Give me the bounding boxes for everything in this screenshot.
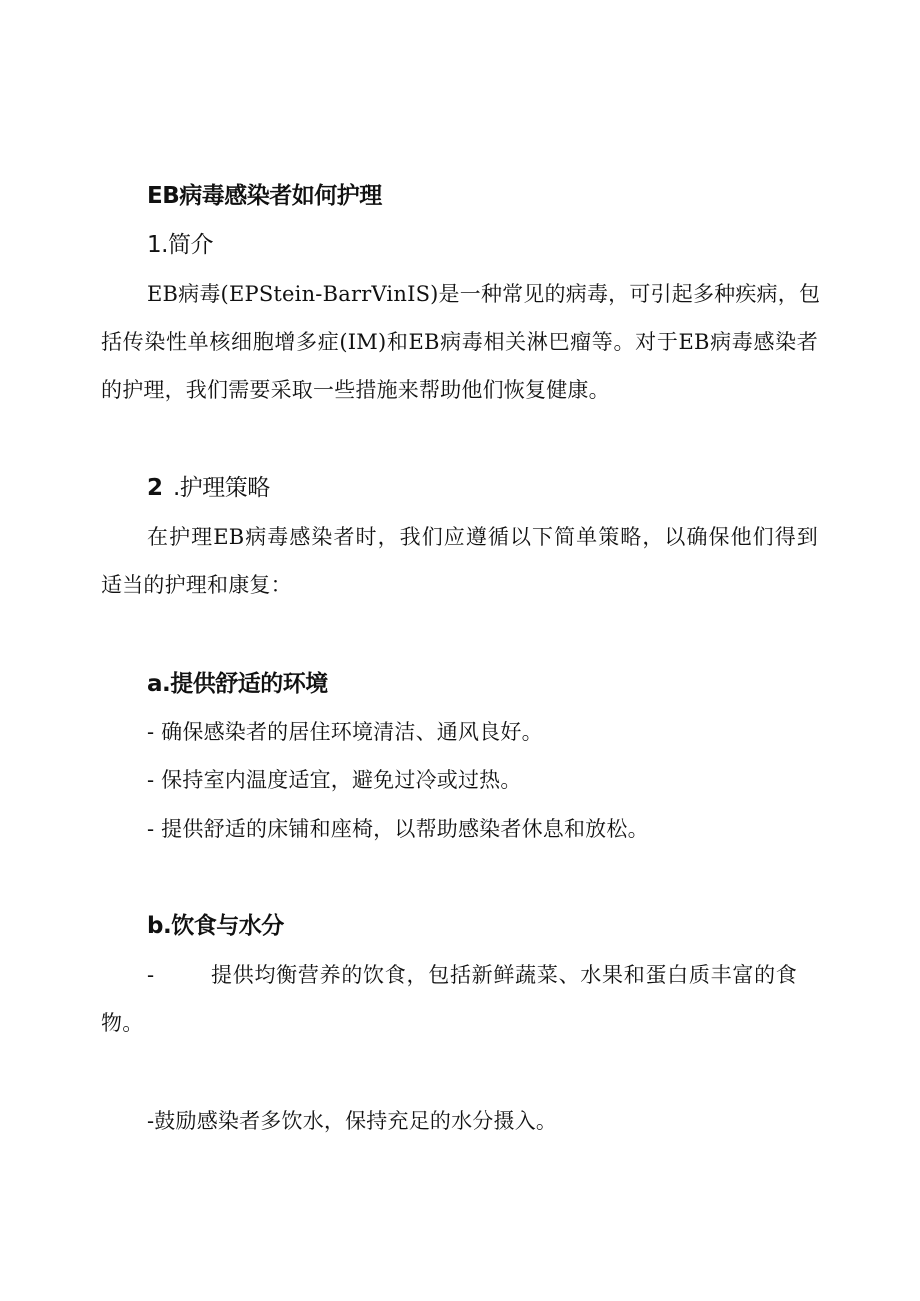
- paragraph-line: EB病毒(EPStein-BarrVinIS)是一种常见的病毒，可引起多种疾病，包: [147, 282, 821, 306]
- list-item: - 确保感染者的居住环境清洁、通风良好。: [147, 720, 543, 744]
- list-item: - 提供舒适的床铺和座椅，以帮助感染者休息和放松。: [147, 817, 649, 841]
- list-item: -鼓励感染者多饮水，保持充足的水分摄入。: [147, 1109, 558, 1133]
- document-title: EB病毒感染者如何护理: [147, 183, 382, 209]
- subsection-heading-diet: b.饮食与水分: [147, 913, 284, 939]
- list-item: - 保持室内温度适宜，避免过冷或过热。: [147, 768, 522, 792]
- subsection-heading-environment: a.提供舒适的环境: [147, 671, 328, 697]
- paragraph-line: 的护理，我们需要采取一些措施来帮助他们恢复健康。: [101, 378, 610, 402]
- paragraph-line: 适当的护理和康复：: [101, 573, 292, 597]
- section-heading-number: 2: [147, 475, 163, 501]
- list-item-continuation: 物。: [101, 1011, 144, 1035]
- list-item: 提供均衡营养的饮食，包括新鲜蔬菜、水果和蛋白质丰富的食: [211, 963, 797, 987]
- paragraph-line: 在护理EB病毒感染者时，我们应遵循以下简单策略，以确保他们得到: [147, 525, 818, 549]
- section-heading-intro: 1.简介: [147, 232, 213, 258]
- list-item-dash: -: [147, 963, 155, 987]
- paragraph-line: 括传染性单核细胞增多症(IM)和EB病毒相关淋巴瘤等。对于EB病毒感染者: [101, 330, 818, 354]
- section-heading-strategy: .护理策略: [173, 475, 270, 501]
